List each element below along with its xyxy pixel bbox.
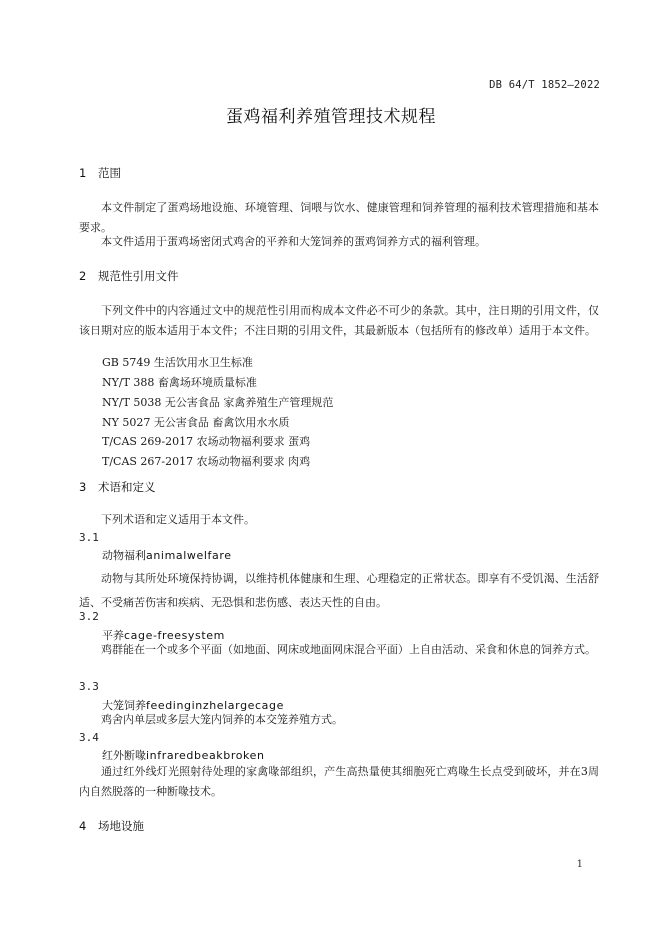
section-title: 范围 [98, 166, 121, 180]
section-number: 3 [79, 480, 87, 494]
term-number: 3.2 [79, 610, 99, 623]
term-number: 3.3 [79, 680, 99, 693]
section-heading-scope [79, 165, 121, 181]
reference-item: NY/T 5038 无公害食品 家禽养殖生产管理规范 [102, 396, 334, 409]
reference-item: NY 5027 无公害食品 畜禽饮用水水质 [102, 416, 290, 429]
section-number: 2 [79, 269, 87, 283]
term-definition: 鸡群能在一个或多个平面（如地面、网床或地面网床混合平面）上自由活动、采食和休息的饲养方式。 [101, 643, 596, 656]
term-definition: 动物与其所处环境保持协调，以维持机体健康和生理、心理稳定的正常状态。即享有不受饥渴、生活舒适、不受痛苦伤害和疾病、无恐惧和悲伤感、表达天性的自由。 [79, 572, 599, 609]
reference-item: T/CAS 267-2017 农场动物福利要求 肉鸡 [102, 455, 311, 468]
term-zh: 动物福利 [102, 549, 146, 562]
reference-item: T/CAS 269-2017 农场动物福利要求 蛋鸡 [102, 435, 311, 448]
term-en: animalwelfare [146, 549, 232, 562]
term-en: cage-freesystem [124, 629, 225, 642]
section-heading-normative-references [79, 268, 179, 284]
section-title: 场地设施 [98, 819, 144, 833]
paragraph: 本文件适用于蛋鸡场密闭式鸡舍的平养和大笼饲养的蛋鸡饲养方式的福利管理。 [101, 235, 486, 248]
page-number: 1 [576, 859, 583, 870]
document-title: 蛋鸡福利养殖管理技术规程 [226, 107, 436, 127]
section-number: 4 [79, 819, 87, 833]
term-en: feedinginzhelargecage [146, 699, 284, 712]
term-number: 3.1 [79, 531, 99, 544]
reference-item: GB 5749 生活饮用水卫生标准 [102, 356, 253, 369]
section-title: 规范性引用文件 [98, 269, 179, 283]
term-en: infraredbeakbroken [146, 749, 265, 762]
term-title [102, 747, 265, 763]
paragraph: 本文件制定了蛋鸡场地设施、环境管理、饲喂与饮水、健康管理和饲养管理的福利技术管理措施和基本要求。 [79, 201, 599, 234]
reference-item: NY/T 388 畜禽场环境质量标准 [102, 376, 257, 389]
term-zh: 红外断喙 [102, 749, 146, 762]
section-heading-terms [79, 479, 156, 495]
section-heading-site-facilities [79, 818, 144, 834]
paragraph: 下列术语和定义适用于本文件。 [101, 513, 255, 526]
term-zh: 大笼饲养 [102, 699, 146, 712]
section-title: 术语和定义 [98, 480, 156, 494]
term-definition: 通过红外线灯光照射待处理的家禽喙部组织，产生高热量使其细胞死亡鸡喙生长点受到破坏，并在3周内自然脱落的一种断喙技术。 [79, 765, 599, 798]
standard-number: DB 64/T 1852—2022 [489, 79, 600, 91]
term-zh: 平养 [102, 629, 124, 642]
section-number: 1 [79, 166, 87, 180]
term-definition: 鸡舍内单层或多层大笼内饲养的本交笼养殖方式。 [101, 713, 343, 726]
term-title [102, 547, 232, 563]
paragraph: 下列文件中的内容通过文中的规范性引用而构成本文件必不可少的条款。其中，注日期的引用文件，仅该日期对应的版本适用于本文件；不注日期的引用文件，其最新版本（包括所有的修改单）适用于本文件。 [79, 304, 599, 337]
term-number: 3.4 [79, 731, 99, 744]
